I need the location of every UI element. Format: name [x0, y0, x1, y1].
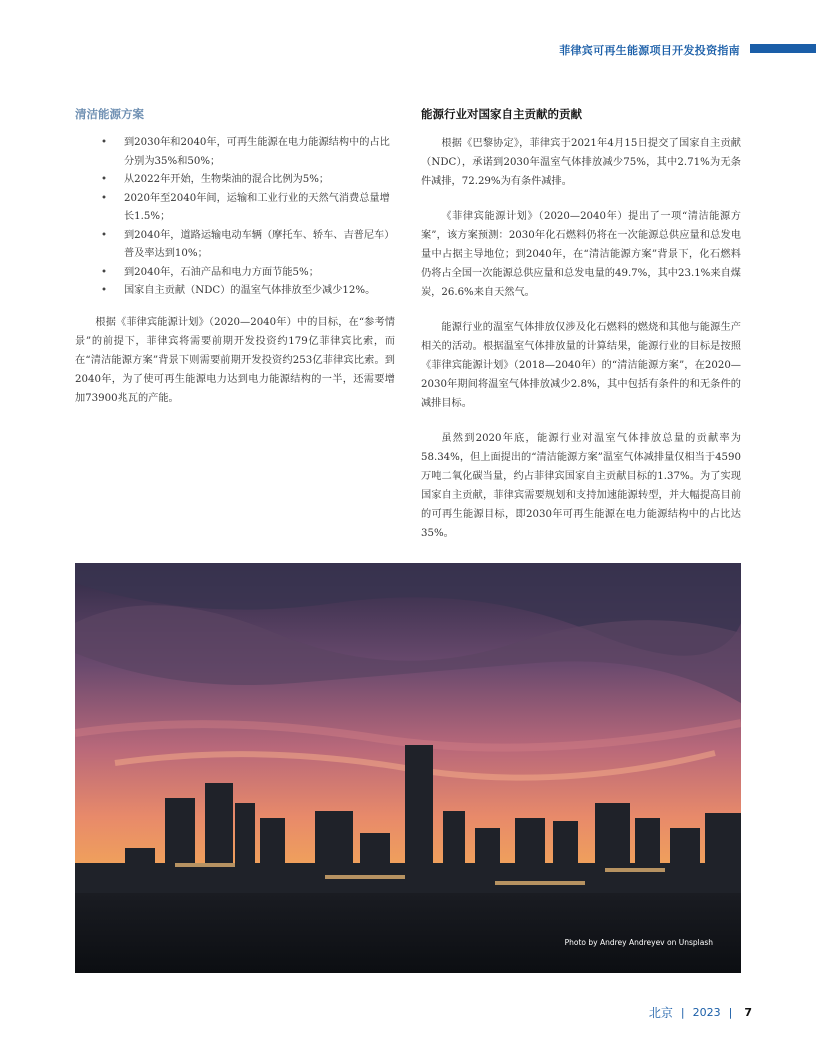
bullet-list [75, 134, 395, 301]
body-paragraph: 《菲律宾能源计划》（2020—2040年）提出了一项“清洁能源方案”，该方案预测：2030年化石燃料仍将在一次能源总供应量和总发电量中占据主导地位；到2040年，在“清洁能源方案”背景下，化石燃料仍将占全国一次能源总供应量和总发电量的49.7%，其中23.1%来自煤炭，26.6%来自天然气。 [421, 211, 741, 298]
list-item: • 到2040年，道路运输电动车辆（摩托车、轿车、吉普尼车）普及率达到10%； [75, 227, 395, 264]
list-item: • 2020年至2040年间，运输和工业行业的天然气消费总量增长1.5%； [75, 190, 395, 227]
footer [649, 1004, 752, 1021]
right-column [421, 106, 741, 559]
list-item: • 国家自主贡献（NDC）的温室气体排放至少减少12%。 [75, 282, 395, 301]
footer-year: 2023 [692, 1006, 721, 1019]
list-item: • 到2040年，石油产品和电力方面节能5%； [75, 264, 395, 283]
list-item: • 从2022年开始，生物柴油的混合比例为5%； [75, 171, 395, 190]
left-column [75, 106, 395, 424]
footer-divider: | [728, 1006, 733, 1019]
header-accent-bar [750, 44, 816, 53]
body-paragraph: 根据《巴黎协定》，菲律宾于2021年4月15日提交了国家自主贡献（NDC），承诺到2030年温室气体排放减少75%，其中2.71%为无条件减排，72.29%为有条件减排。 [421, 138, 741, 187]
section-title-clean-energy: 清洁能源方案 [75, 107, 144, 121]
list-item: • 到2030年和2040年，可再生能源在电力能源结构中的占比分别为35%和50%； [75, 134, 395, 171]
page-number: 7 [744, 1006, 752, 1019]
photo-credit: Photo by Andrey Andreyev on Unsplash [564, 938, 713, 947]
body-paragraph: 根据《菲律宾能源计划》（2020—2040年）中的目标，在“参考情景”的前提下，菲律宾将需要前期开发投资约179亿菲律宾比索，而在“清洁能源方案”背景下则需要前期开发投资约253亿菲律宾比索。到2040年，为了使可再生能源电力达到电力能源结构的一半，还需要增加73900兆瓦的产能。 [75, 316, 395, 404]
body-paragraph: 能源行业的温室气体排放仅涉及化石燃料的燃烧和其他与能源生产相关的活动。根据温室气体排放量的计算结果，能源行业的目标是按照《菲律宾能源计划》（2018—2040年）的“清洁能源方案”，在2020—2030年期间将温室气体排放减少2.8%，其中包括有条件的和无条件的减排目标。 [421, 322, 741, 409]
header-title: 菲律宾可再生能源项目开发投资指南 [559, 44, 740, 57]
footer-city: 北京 [648, 1006, 673, 1020]
footer-divider: | [680, 1006, 685, 1019]
city-sunset-photo [75, 563, 741, 973]
body-paragraph: 虽然到2020年底，能源行业对温室气体排放总量的贡献率为58.34%，但上面提出的“清洁能源方案”温室气体减排量仅相当于4590万吨二氧化碳当量，约占菲律宾国家自主贡献目标的1.37%。为了实现国家自主贡献，菲律宾需要规划和支持加速能源转型，并大幅提高目前的可再生能源目标，即2030年可再生能源在电力能源结构中的占比达35%。 [421, 433, 741, 539]
section-title-ndc: 能源行业对国家自主贡献的贡献 [421, 107, 582, 121]
